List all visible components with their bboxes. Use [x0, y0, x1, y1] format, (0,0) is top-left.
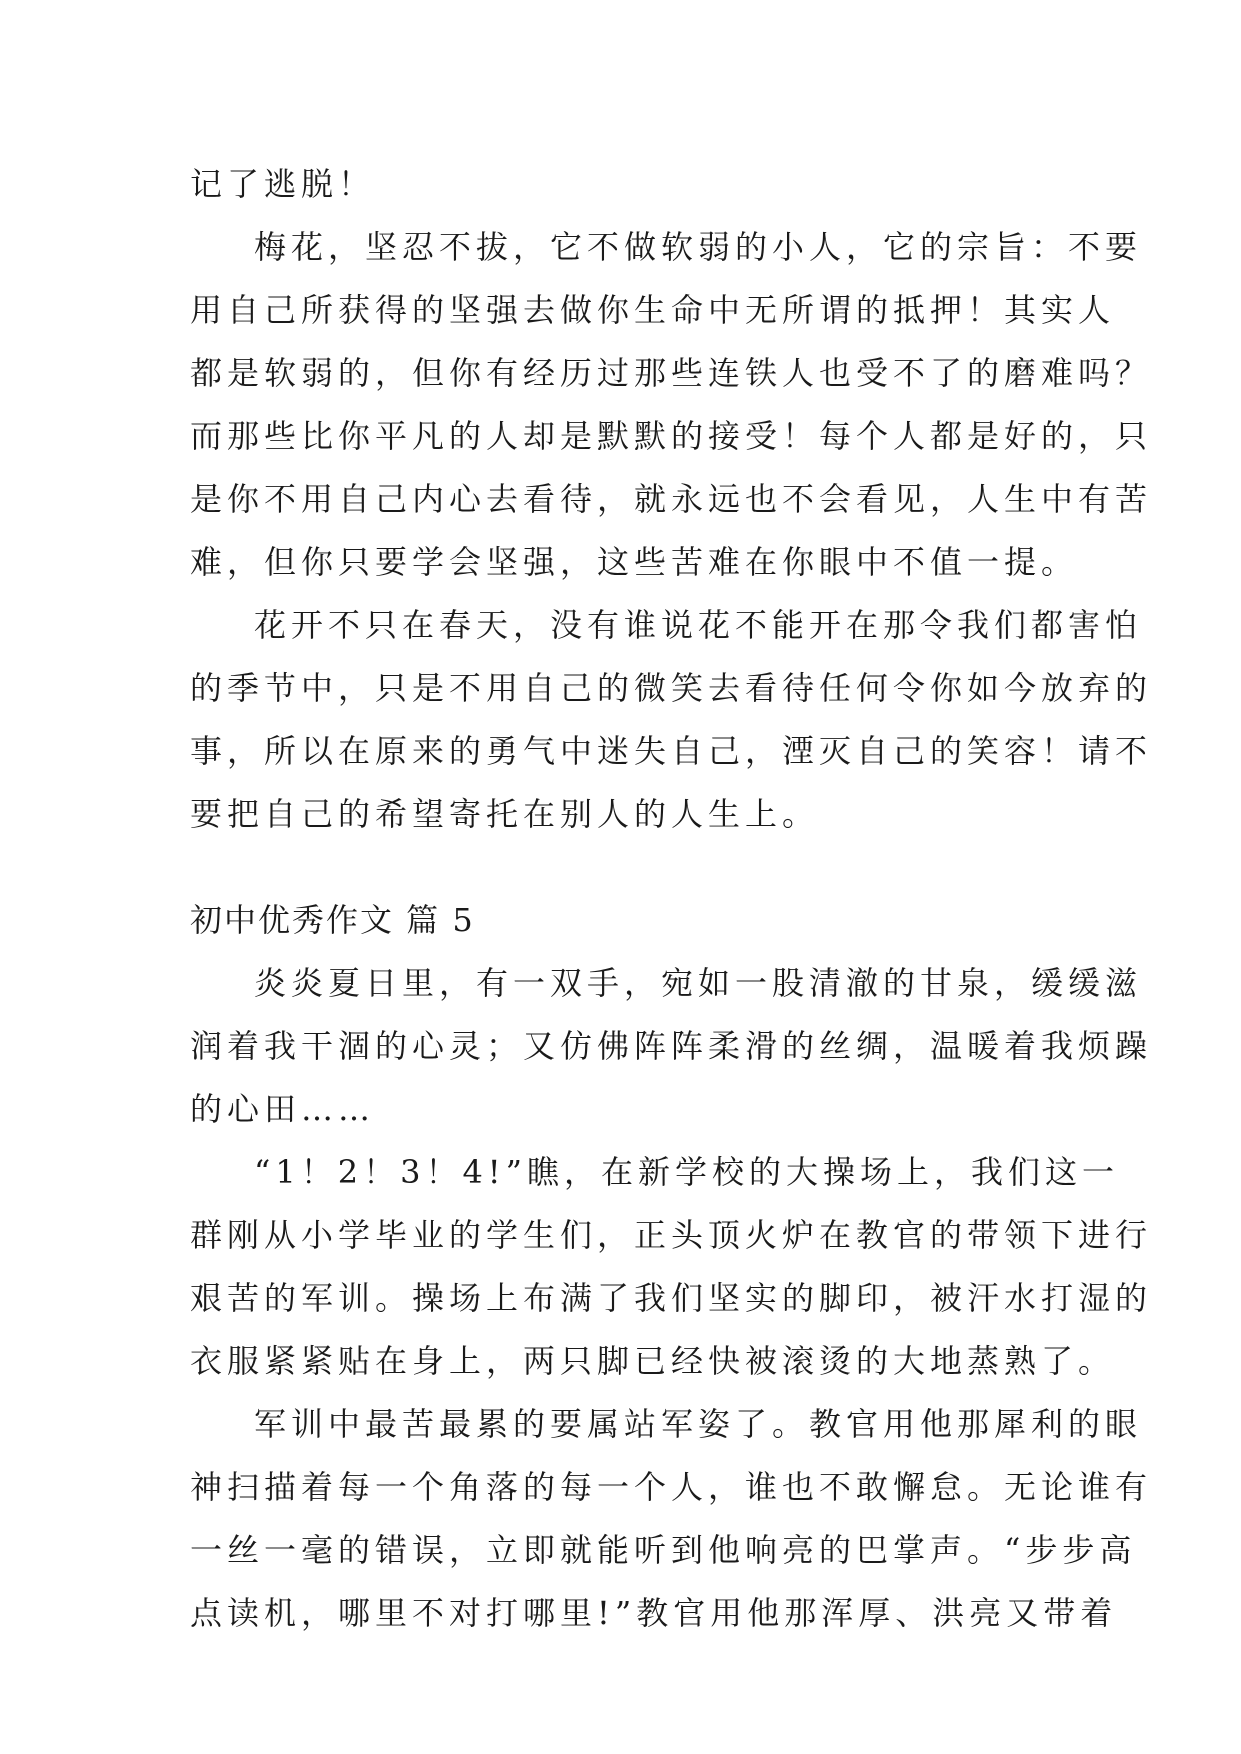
paragraph-4-line-2: 润着我干涸的心灵；又仿佛阵阵柔滑的丝绸，温暖着我烦躁 — [190, 1027, 1153, 1065]
paragraph-2-line-3: 都是软弱的，但你有经历过那些连铁人也受不了的磨难吗？ — [190, 354, 1153, 392]
paragraph-5-line-4: 衣服紧紧贴在身上，两只脚已经快被滚烫的大地蒸熟了。 — [190, 1342, 1116, 1380]
paragraph-5-line-2: 群刚从小学毕业的学生们，正头顶火炉在教官的带领下进行 — [190, 1216, 1153, 1254]
paragraph-5-line-3: 艰苦的军训。操场上布满了我们坚实的脚印，被汗水打湿的 — [190, 1279, 1153, 1317]
paragraph-6-line-4: 点读机，哪里不对打哪里!”教官用他那浑厚、洪亮又带着 — [190, 1594, 1118, 1632]
paragraph-6-line-1: 军训中最苦最累的要属站军姿了。教官用他那犀利的眼 — [254, 1405, 1143, 1443]
paragraph-6-line-2: 神扫描着每一个角落的每一个人，谁也不敢懈怠。无论谁有 — [190, 1468, 1153, 1506]
paragraph-2-line-2: 用自己所获得的坚强去做你生命中无所谓的抵押！其实人 — [190, 291, 1116, 329]
paragraph-6-line-3: 一丝一毫的错误，立即就能听到他响亮的巴掌声。“步步高 — [190, 1531, 1137, 1569]
paragraph-3-line-2: 的季节中，只是不用自己的微笑去看待任何令你如今放弃的 — [190, 669, 1153, 707]
section-heading: 初中优秀作文 篇 5 — [190, 901, 475, 939]
paragraph-3-line-3: 事，所以在原来的勇气中迷失自己，湮灭自己的笑容！请不 — [190, 732, 1153, 770]
paragraph-2-line-5: 是你不用自己内心去看待，就永远也不会看见，人生中有苦 — [190, 480, 1153, 518]
paragraph-5-line-1: “1！2！3！4!”瞧，在新学校的大操场上，我们这一 — [254, 1153, 1120, 1191]
paragraph-3-line-4: 要把自己的希望寄托在别人的人生上。 — [190, 795, 820, 833]
paragraph-2-line-6: 难，但你只要学会坚强，这些苦难在你眼中不值一提。 — [190, 543, 1079, 581]
paragraph-4-line-1: 炎炎夏日里，有一双手，宛如一股清澈的甘泉，缓缓滋 — [254, 964, 1143, 1002]
paragraph-3-line-1: 花开不只在春天，没有谁说花不能开在那令我们都害怕 — [254, 606, 1143, 644]
paragraph-1-line-1: 记了逃脱！ — [190, 165, 376, 203]
paragraph-4-line-3: 的心田…… — [190, 1090, 376, 1128]
paragraph-2-line-4: 而那些比你平凡的人却是默默的接受！每个人都是好的，只 — [190, 417, 1153, 455]
paragraph-2-line-1: 梅花，坚忍不拔，它不做软弱的小人，它的宗旨：不要 — [254, 228, 1143, 266]
